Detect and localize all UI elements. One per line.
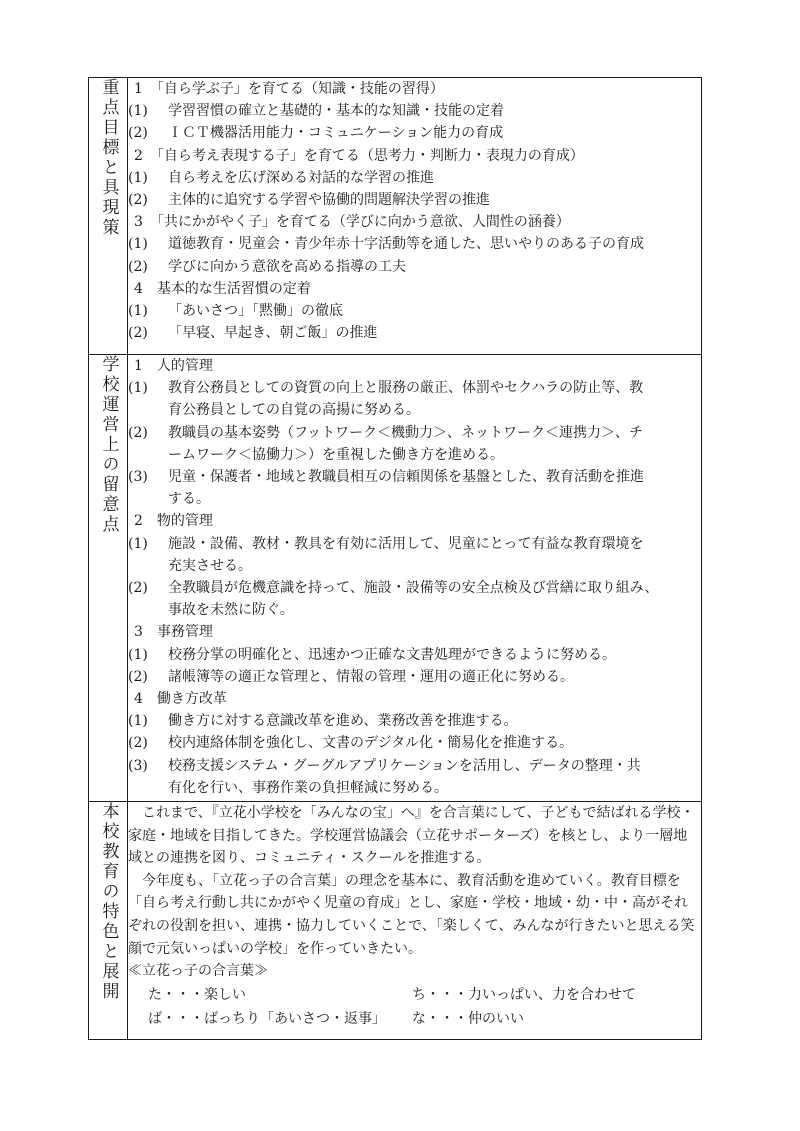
- item-text-continued: 育公務員としての自覚の高揚に努める。: [168, 402, 420, 419]
- item-number: (1): [128, 646, 148, 663]
- list-item: [128, 533, 701, 555]
- item-number: (3): [128, 469, 148, 486]
- item-text: 諸帳簿等の適正な管理と、情報の管理・運用の適正化に努める。: [168, 668, 574, 685]
- item-number: (2): [128, 192, 148, 209]
- item-number: (2): [128, 668, 148, 685]
- section-row-goals: [89, 78, 702, 355]
- item-text: ＩＣＴ機器活用能力・コミュニケーション能力の育成: [168, 125, 504, 142]
- section-row-features: [89, 802, 702, 1040]
- item-text: 校内連絡体制を強化し、文書のデジタル化・簡易化を推進する。: [168, 735, 574, 752]
- item-number: (1): [128, 535, 148, 552]
- item-text: 道徳教育・児童会・青少年赤十字活動等を通した、思いやりのある子の育成: [168, 236, 644, 253]
- item-number: (1): [128, 103, 148, 120]
- motto-row: [128, 1007, 701, 1031]
- motto-row: [128, 983, 701, 1007]
- item-number: (2): [128, 258, 148, 275]
- item-text: 働き方に対する意識改革を進め、業務改善を推進する。: [168, 713, 518, 730]
- section-body: [128, 355, 702, 802]
- list-item: [128, 466, 701, 488]
- item-number: (2): [128, 125, 148, 142]
- item-text: 教育公務員としての資質の向上と服務の厳正、体罰やセクハラの防止等、教: [168, 380, 644, 397]
- item-text-continued: ームワーク＜協働力＞）を重視した働き方を進める。: [168, 446, 504, 463]
- item-text-continued: 有化を行い、事務作業の負担軽減に努める。: [168, 779, 448, 796]
- list-item: [128, 322, 701, 344]
- list-item: [128, 644, 701, 666]
- list-item: [128, 256, 701, 278]
- list-item: [128, 755, 701, 777]
- item-text: 自ら考えを広げ深める対話的な学習の推進: [168, 169, 434, 186]
- item-number: (2): [128, 735, 148, 752]
- list-item: [128, 100, 701, 122]
- item-text: 施設・設備、教材・教具を有効に活用して、児童にとって有益な教育環境を: [168, 535, 644, 552]
- section-item-heading: 4 基本的な生活習慣の定着: [134, 280, 311, 297]
- item-text-continued: する。: [168, 491, 210, 508]
- list-item: [128, 167, 701, 189]
- item-number: (3): [128, 757, 148, 774]
- section-item-heading: 3 事務管理: [134, 624, 213, 641]
- item-text: 校務分掌の明確化と、迅速かつ正確な文書処理ができるように努める。: [168, 646, 616, 663]
- item-number: (1): [128, 380, 148, 397]
- item-text: 学びに向かう意欲を高める指導の工夫: [168, 258, 406, 275]
- item-text: 主体的に追究する学習や協働的問題解決学習の推進: [168, 192, 490, 209]
- list-item: [128, 377, 701, 399]
- section-item-heading: 1 人的管理: [134, 358, 213, 374]
- list-item: [128, 189, 701, 211]
- list-item: [128, 666, 701, 688]
- motto-item: ち・・・力いっぱい、力を合わせて: [412, 986, 636, 1003]
- motto-title: ≪立花っ子の合言葉≫: [128, 963, 268, 980]
- list-item: [128, 710, 701, 732]
- item-text-continued: 充実させる。: [168, 557, 252, 574]
- section-item-heading: 2 「自ら考え表現する子」を育てる（思考力・判断力・表現力の育成）: [134, 147, 584, 164]
- section-item-heading: 3 「共にかがやく子」を育てる（学びに向かう意欲、人間性の涵養）: [134, 214, 570, 231]
- list-item: [128, 233, 701, 255]
- section-heading: 学校運営上の留意点: [98, 355, 119, 535]
- item-text: 児童・保護者・地域と教職員相互の信頼関係を基盤とした、教育活動を推進: [168, 469, 644, 486]
- section-heading: 重点目標と具現策: [98, 78, 119, 238]
- item-number: (1): [128, 713, 148, 730]
- item-text: 全教職員が危機意識を持って、施設・設備等の安全点検及び営繕に取り組み、: [168, 580, 659, 597]
- section-heading-cell: [89, 802, 128, 1040]
- item-number: (2): [128, 325, 148, 342]
- item-text: 教職員の基本姿勢（フットワーク＜機動力＞、ネットワーク＜連携力＞、チ: [168, 424, 644, 441]
- motto-item: た・・・楽しい: [148, 986, 246, 1003]
- item-number: (1): [128, 236, 148, 253]
- section-row-management: [89, 355, 702, 802]
- plan-table: [88, 77, 702, 1040]
- item-text-continued: 事故を未然に防ぐ。: [168, 602, 294, 619]
- section-heading: 本校教育の特色と展開: [98, 802, 119, 1002]
- section-item-heading: 2 物的管理: [134, 513, 213, 530]
- item-number: (1): [128, 303, 148, 320]
- section-body: [128, 802, 702, 1040]
- item-number: (2): [128, 424, 148, 441]
- item-text: 校務支援システム・グーグルアプリケーションを活用し、データの整理・共: [168, 757, 641, 774]
- section-item-heading: 1 「自ら学ぶ子」を育てる（知識・技能の習得）: [134, 81, 444, 97]
- section-heading-cell: [89, 78, 128, 355]
- item-text: 学習習慣の確立と基礎的・基本的な知識・技能の定着: [168, 103, 504, 120]
- item-text: 「早寝、早起き、朝ご飯」の推進: [168, 325, 378, 342]
- paragraph: これまで、『立花小学校を「みんなの宝」へ』を合言葉にして、子どもで結ばれる学校・家庭・地域を目指してきた。学校運営協議会（立花サポーターズ）を核とし、より一層地域との連携を図り、コミュニティ・スクールを推進する。: [128, 805, 695, 867]
- motto-item: ば・・・ばっちり「あいさつ・返事」: [148, 1010, 386, 1027]
- item-text: 「あいさつ」「黙働」の徹底: [168, 303, 343, 320]
- section-heading-cell: [89, 355, 128, 802]
- list-item: [128, 300, 701, 322]
- section-body: [128, 78, 702, 355]
- section-item-heading: 4 働き方改革: [134, 691, 227, 708]
- list-item: [128, 122, 701, 144]
- motto-item: な・・・仲のいい: [412, 1010, 524, 1027]
- list-item: [128, 422, 701, 444]
- list-item: [128, 732, 701, 754]
- item-number: (2): [128, 580, 148, 597]
- item-number: (1): [128, 169, 148, 186]
- list-item: [128, 577, 701, 599]
- paragraph: 今年度も、「立花っ子の合言葉」の理念を基本に、教育活動を進めていく。教育目標を「自ら考え行動し共にかがやく児童の育成」とし、家庭・学校・地域・幼・中・高がそれぞれの役割を担い、連携・協力していくことで、「楽しくて、みんなが行きたいと思える笑顔で元気いっぱいの学校」を作っていきたい。: [128, 872, 695, 957]
